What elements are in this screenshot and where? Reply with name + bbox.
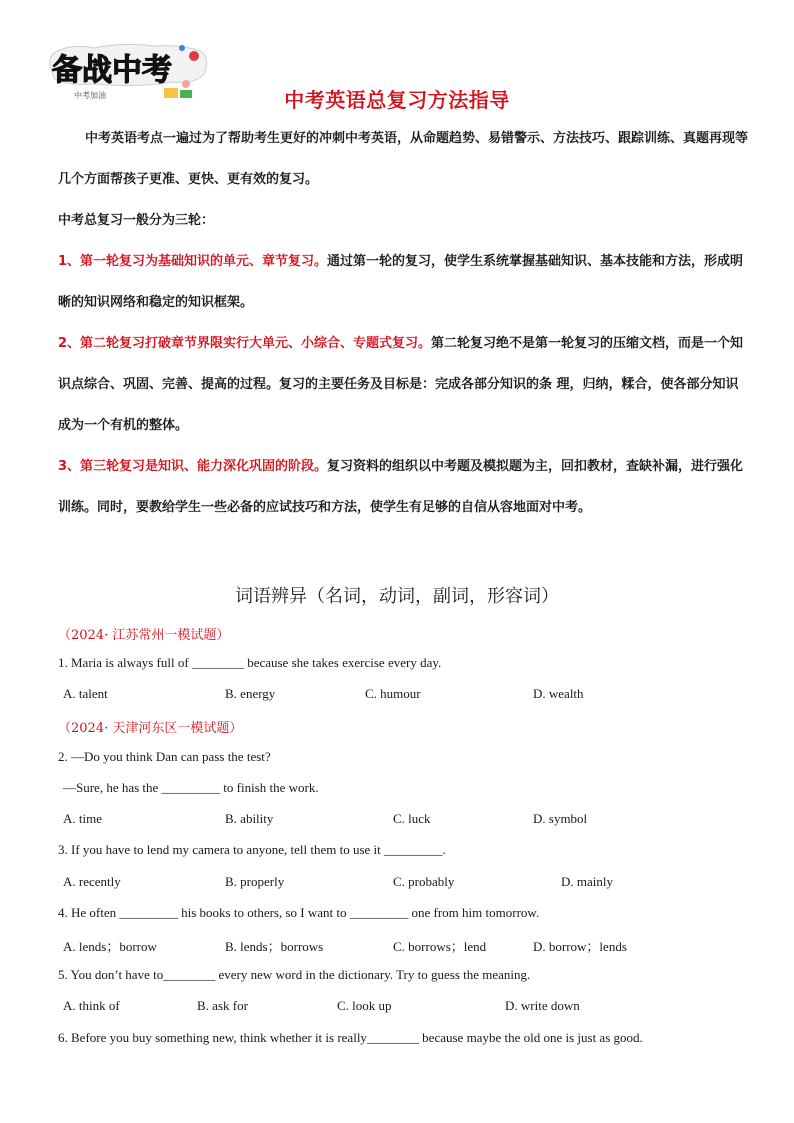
question-5: 5. You don’t have to________ every new word in the dictionary. Try to guess the meaning. [58, 967, 531, 982]
q3-option-c: C. probably [393, 874, 455, 889]
round-3-text: 复习资料的组织以中考题及模拟题为主，回扣教材，查缺补漏，进行强化训练。同时，要教给学生一些必备的应试技巧和方法，使学生有足够的自信从容地面对中考。 [58, 459, 744, 515]
question-6: 6. Before you buy something new, think whether it is really________ because maybe the old one is just as good. [58, 1030, 643, 1045]
q4-option-d: D. borrow；lends [533, 939, 627, 954]
round-1 [58, 241, 748, 323]
q2-option-b: B. ability [225, 811, 274, 826]
question-1: 1. Maria is always full of ________ because she takes exercise every day. [58, 655, 442, 670]
section-title: 词语辨异（名词，动词，副词，形容词） [235, 586, 559, 607]
page-title: 中考英语总复习方法指导 [284, 88, 510, 112]
question-2-reply: —Sure, he has the _________ to finish the work. [63, 780, 319, 795]
question-2: 2. —Do you think Dan can pass the test? [58, 749, 271, 764]
logo-tagline: 中考加油 [74, 91, 106, 100]
q3-option-b: B. properly [225, 874, 285, 889]
q5-option-a: A. think of [63, 998, 120, 1013]
round-3-title: 3、第三轮复习是知识、能力深化巩固的阶段。 [58, 459, 328, 474]
q4-option-c: C. borrows；lend [393, 939, 487, 954]
round-2-title: 2、第二轮复习打破章节界限实行大单元、小综合、专题式复习。 [58, 336, 432, 351]
source-label: （2024· 天津河东区一模试题） [58, 721, 243, 736]
question-4: 4. He often _________ his books to others, so I want to _________ one from him tomorrow. [58, 905, 540, 920]
q3-option-a: A. recently [63, 874, 121, 889]
intro-block [58, 118, 748, 528]
intro-paragraph: 中考英语考点一遍过为了帮助考生更好的冲刺中考英语，从命题趋势、易错警示、方法技巧、跟踪训练、真题再现等几个方面帮孩子更准、更快、更有效的复习。 [58, 131, 749, 187]
q5-option-d: D. write down [505, 998, 580, 1013]
q4-option-b: B. lends；borrows [225, 939, 324, 954]
q2-option-a: A. time [63, 811, 102, 826]
round-1-title: 1、第一轮复习为基础知识的单元、章节复习。 [58, 254, 328, 269]
q1-option-d: D. wealth [533, 686, 584, 701]
q1-option-a: A. talent [63, 686, 108, 701]
round-1-text: 通过第一轮的复习，使学生系统掌握基础知识、基本技能和方法，形成明晰的知识网络和稳定的知识框架。 [58, 254, 744, 310]
rounds-heading: 中考总复习一般分为三轮： [58, 213, 215, 228]
round-2 [58, 323, 748, 446]
question-3: 3. If you have to lend my camera to anyone, tell them to use it _________. [58, 842, 446, 857]
q5-option-b: B. ask for [197, 998, 248, 1013]
q3-option-d: D. mainly [561, 874, 613, 889]
q5-option-c: C. look up [337, 998, 392, 1013]
q4-option-a: A. lends；borrow [63, 939, 157, 954]
q2-option-d: D. symbol [533, 811, 588, 826]
q2-option-c: C. luck [393, 811, 431, 826]
q1-option-b: B. energy [225, 686, 276, 701]
q1-option-c: C. humour [365, 686, 421, 701]
logo-text: 备战中考 [52, 53, 172, 88]
round-2-text: 第二轮复习绝不是第一轮复习的压缩文档，而是一个知识点综合、巩固、完善、提高的过程。复习的主要任务及目标是：完成各部分知识的条 理，归纳，糅合，使各部分知识成为一个有机的整体。 [58, 336, 744, 433]
round-3 [58, 446, 748, 528]
source-label: （2024· 江苏常州一模试题） [58, 628, 230, 643]
